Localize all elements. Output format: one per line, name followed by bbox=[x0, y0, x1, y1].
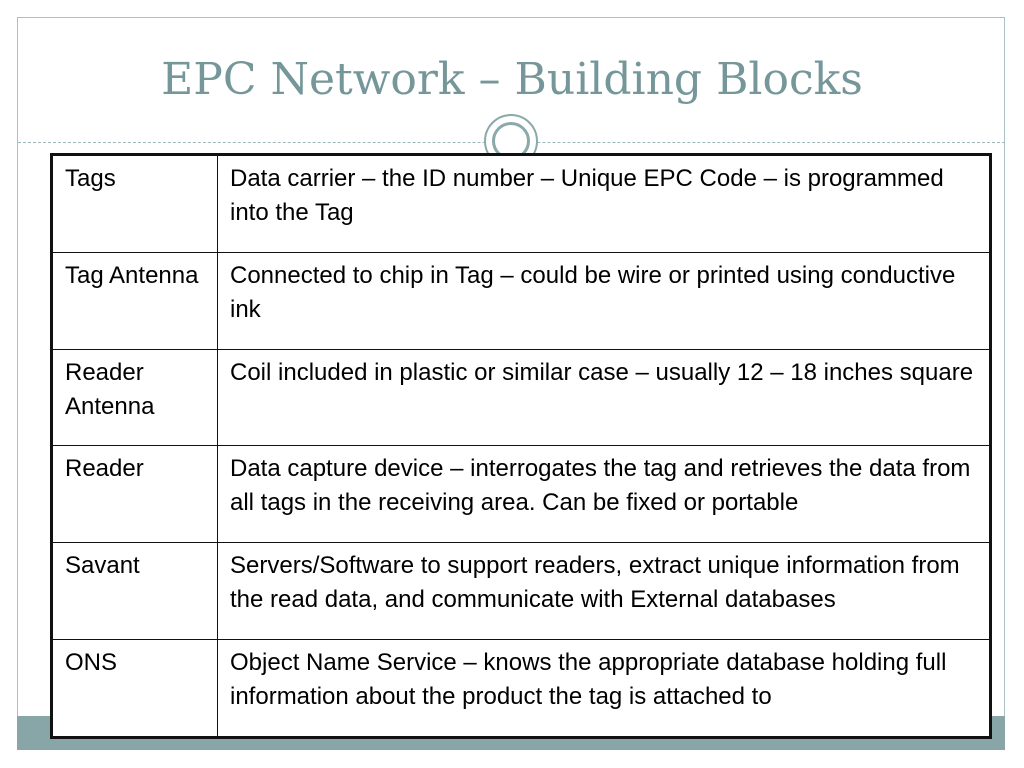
description-cell: Data capture device – interrogates the tag and retrieves the data from all tags in the receiving area. Can be fixed or portable bbox=[218, 446, 991, 543]
table-row bbox=[52, 155, 991, 253]
table-row bbox=[52, 640, 991, 738]
term-cell: Savant bbox=[52, 543, 218, 640]
table-row bbox=[52, 446, 991, 543]
description-cell: Coil included in plastic or similar case – usually 12 – 18 inches square bbox=[218, 349, 991, 446]
table-row bbox=[52, 252, 991, 349]
description-cell: Servers/Software to support readers, extract unique information from the read data, and communicate with External databases bbox=[218, 543, 991, 640]
term-cell: ONS bbox=[52, 640, 218, 738]
term-cell: Reader bbox=[52, 446, 218, 543]
table-row bbox=[52, 543, 991, 640]
description-cell: Connected to chip in Tag – could be wire or printed using conductive ink bbox=[218, 252, 991, 349]
description-cell: Object Name Service – knows the appropriate database holding full information about the product the tag is attached to bbox=[218, 640, 991, 738]
table-row bbox=[52, 349, 991, 446]
term-cell: Tag Antenna bbox=[52, 252, 218, 349]
slide-title: EPC Network – Building Blocks bbox=[161, 54, 863, 105]
term-cell: Reader Antenna bbox=[52, 349, 218, 446]
term-cell: Tags bbox=[52, 155, 218, 253]
description-cell: Data carrier – the ID number – Unique EPC Code – is programmed into the Tag bbox=[218, 155, 991, 253]
building-blocks-table bbox=[50, 153, 992, 739]
